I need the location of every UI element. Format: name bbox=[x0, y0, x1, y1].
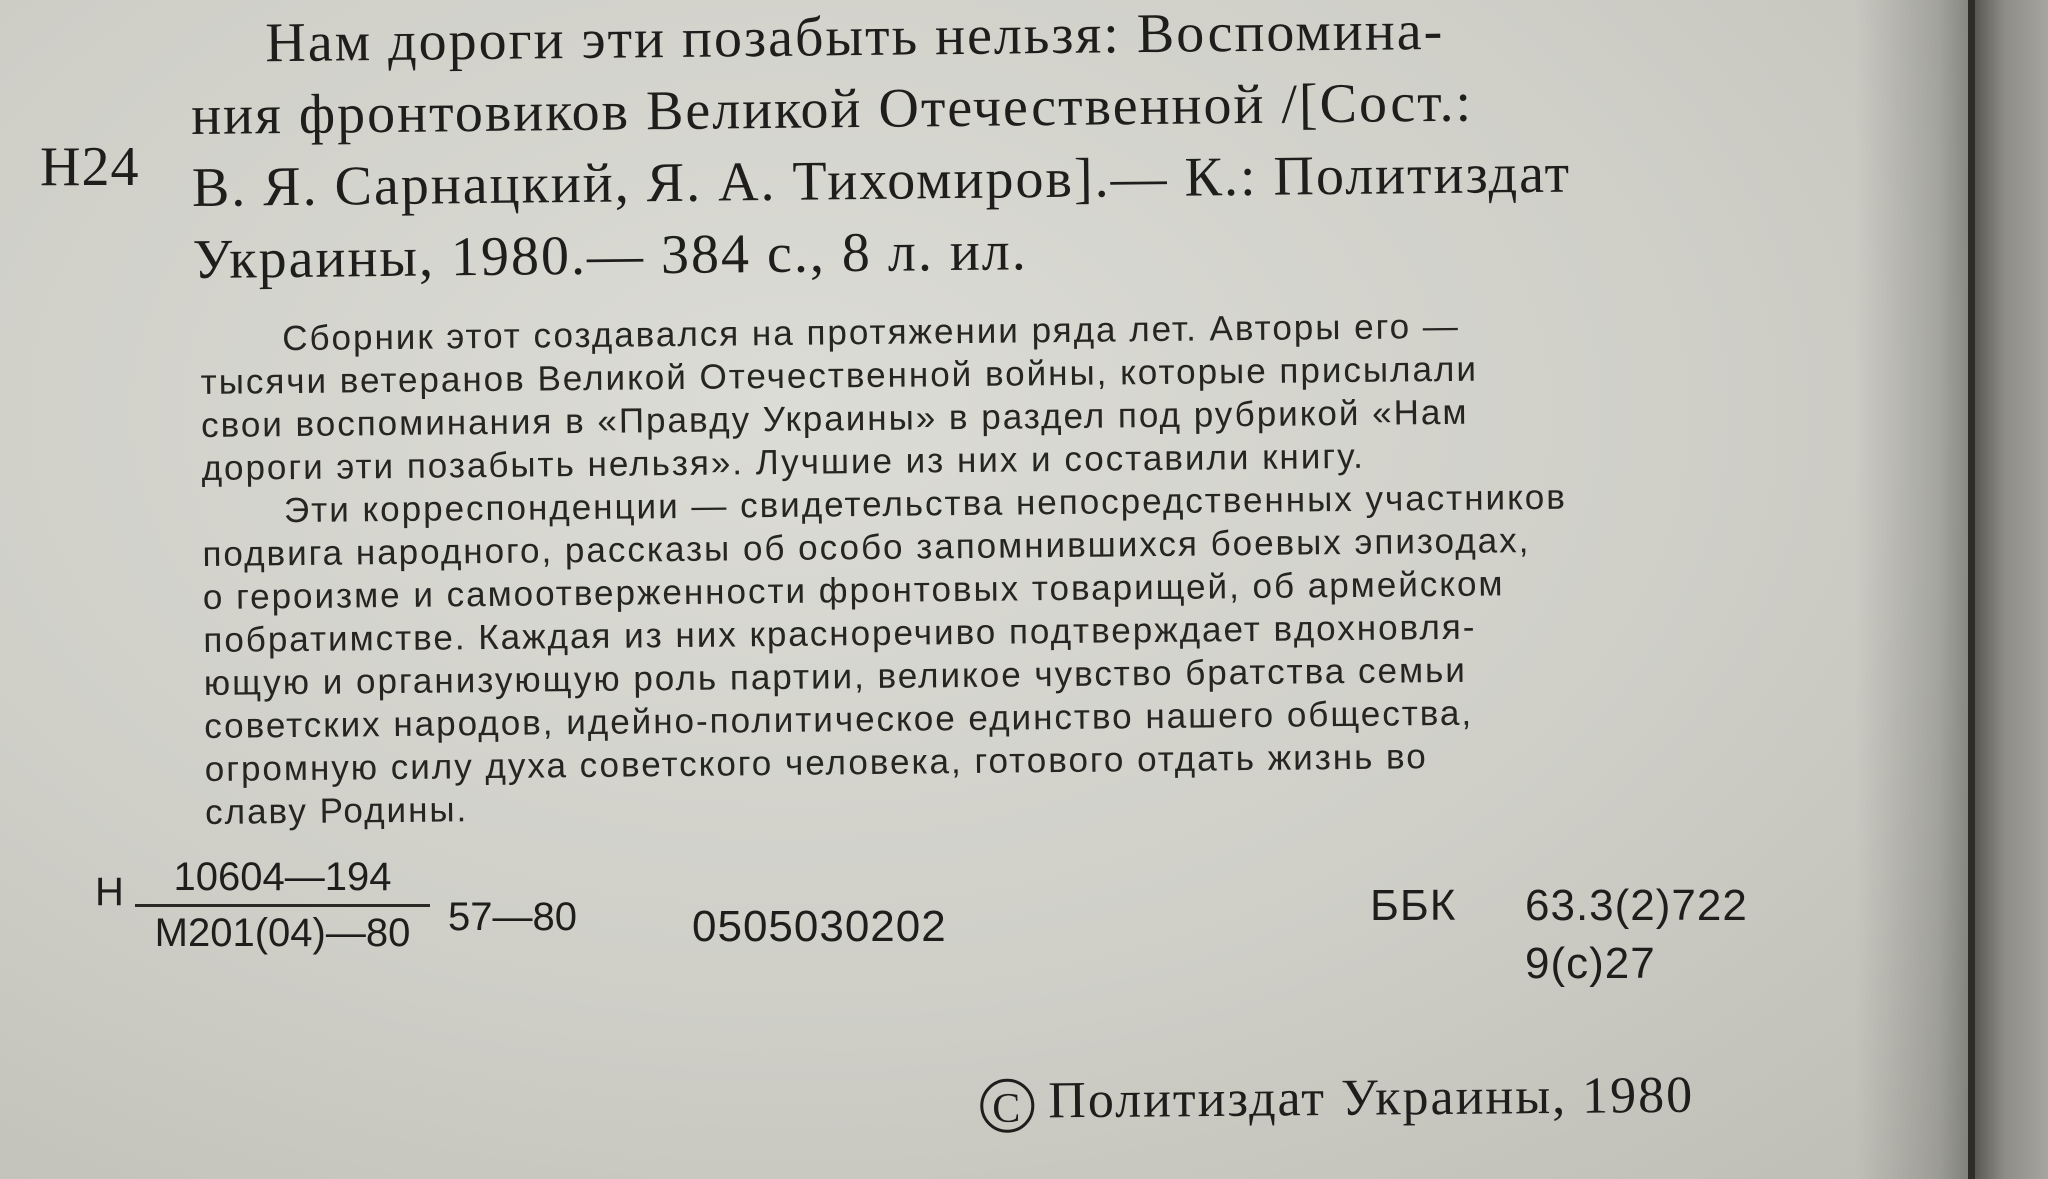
annotation-line: ющую и организующую роль партии, великое чувство братства семьи bbox=[203, 650, 1468, 703]
fraction-numerator: 10604—194 bbox=[135, 855, 430, 907]
catalog-code: Н24 bbox=[40, 136, 140, 198]
price-code: 57—80 bbox=[448, 895, 577, 939]
fraction-denominator: М201(04)—80 bbox=[154, 911, 411, 955]
annotation-line: побратимстве. Каждая из них красноречиво подтверждает вдохновля- bbox=[203, 607, 1477, 660]
publishing-fraction bbox=[135, 855, 430, 956]
annotation-line: свои воспоминания в «Правду Украины» в раздел под рубрикой «Нам bbox=[200, 392, 1469, 445]
annotation-text bbox=[200, 301, 1795, 834]
copyright-text: Политиздат Украины, 1980 bbox=[1048, 1066, 1695, 1130]
copyright-line bbox=[980, 1066, 1694, 1133]
bbk-label: ББК bbox=[1370, 881, 1457, 930]
order-code: 0505030202 bbox=[692, 902, 947, 951]
title-line: В. Я. Сарнацкий, Я. А. Тихомиров].— К.: Политиздат bbox=[191, 142, 1572, 219]
annotation-line: Сборник этот создавался на протяжении ряда лет. Авторы его — bbox=[282, 306, 1460, 359]
annotation-line: о героизме и самоотверженности фронтовых товарищей, об армейском bbox=[202, 564, 1505, 617]
bbk-classification bbox=[1370, 877, 1748, 993]
gutter-shadow bbox=[1855, 0, 1975, 1179]
annotation-line: огромную силу духа советского человека, готового отдать жизнь во bbox=[204, 737, 1428, 789]
annotation-line: советских народов, идейно-политическое единство нашего общества, bbox=[204, 693, 1474, 746]
bbk-line: ББК 63.3(2)722 bbox=[1370, 877, 1748, 935]
facing-page bbox=[1975, 0, 2048, 1179]
copyright-icon: С bbox=[980, 1079, 1034, 1133]
annotation-line: славу Родины. bbox=[204, 790, 469, 832]
title-line: ния фронтовиков Великой Отечественной /[Сост.: bbox=[190, 71, 1474, 147]
annotation-line: подвига народного, рассказы об особо запомнившихся боевых эпизодах, bbox=[202, 521, 1531, 574]
annotation-line: дороги эти позабыть нельзя». Лучшие из них и составили книгу. bbox=[201, 436, 1366, 488]
fraction-letter: Н bbox=[95, 870, 124, 914]
title-line: Украины, 1980.— 384 с., 8 л. ил. bbox=[192, 220, 1028, 291]
bbk-line: 9(с)27 bbox=[1525, 939, 1656, 988]
annotation-line: Эти корреспонденции — свидетельства непосредственных участников bbox=[283, 477, 1568, 531]
title-line: Нам дороги эти позабыть нельзя: Воспомина- bbox=[265, 0, 1445, 75]
bibliographic-title bbox=[190, 0, 1793, 296]
annotation-line: тысячи ветеранов Великой Отечественной войны, которые присылали bbox=[200, 349, 1479, 402]
